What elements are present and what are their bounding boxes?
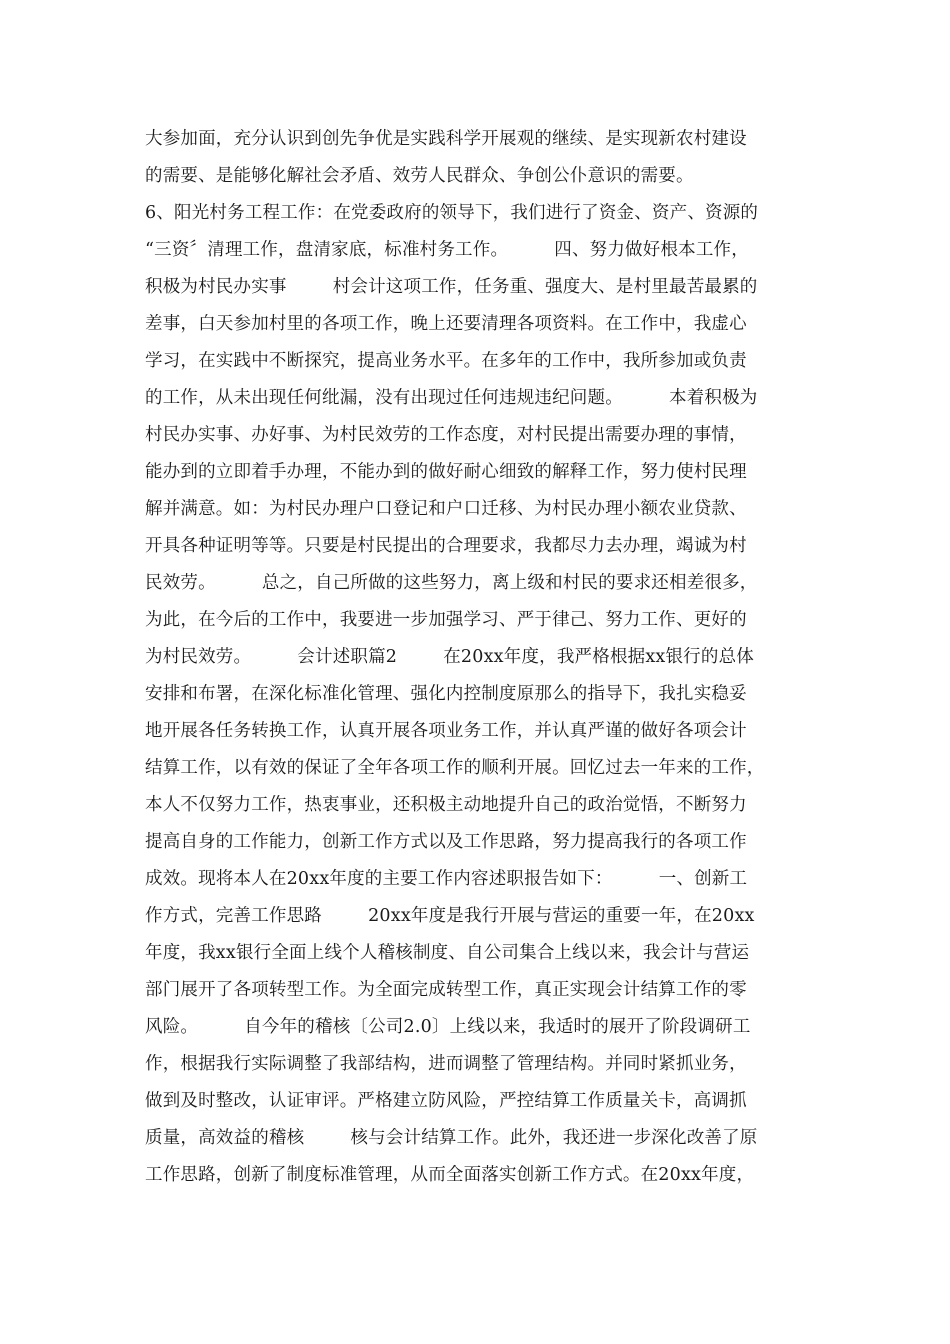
text-line: “三资〞清理工作，盘清家底，标准村务工作。 四、努力做好根本工作， xyxy=(145,240,749,260)
text-line: 大参加面，充分认识到创先争优是实践科学开展观的继续、是实现新农村建设 xyxy=(145,129,747,149)
text-line: 积极为村民办实事 村会计这项工作，任务重、强度大、是村里最苦最累的 xyxy=(145,277,758,297)
text-line: 成效。现将本人在20xx年度的主要工作内容述职报告如下： 一、创新工 xyxy=(145,869,748,889)
text-line: 做到及时整改，认证审评。严格建立防风险，严控结算工作质量关卡，高调抓 xyxy=(145,1091,747,1111)
text-line: 本人不仅努力工作，热衷事业，还积极主动地提升自己的政治觉悟，不断努力 xyxy=(145,795,747,815)
text-line: 的需要、是能够化解社会矛盾、效劳人民群众、争创公仆意识的需要。 xyxy=(145,166,694,186)
text-line: 提高自身的工作能力，创新工作方式以及工作思路，努力提高我行的各项工作 xyxy=(145,832,747,852)
text-line: 安排和布署，在深化标准化管理、强化内控制度原那么的指导下，我扎实稳妥 xyxy=(145,684,747,704)
text-line: 年度，我xx银行全面上线个人稽核制度、自公司集合上线以来，我会计与营运 xyxy=(145,943,750,963)
text-line: 部门展开了各项转型工作。为全面完成转型工作，真正实现会计结算工作的零 xyxy=(145,980,747,1000)
text-line: 学习，在实践中不断探究，提高业务水平。在多年的工作中，我所参加或负责 xyxy=(145,351,747,371)
text-line: 村民办实事、办好事、为村民效劳的工作态度，对村民提出需要办理的事情， xyxy=(145,425,747,445)
text-line: 作方式，完善工作思路 20xx年度是我行开展与营运的重要一年，在20xx xyxy=(145,906,755,926)
text-line: 能办到的立即着手办理，不能办到的做好耐心细致的解释工作，努力使村民理 xyxy=(145,462,747,482)
text-line: 结算工作，以有效的保证了全年各项工作的顺利开展。回忆过去一年来的工作， xyxy=(145,758,765,778)
text-line: 解并满意。如：为村民办理户口登记和户口迁移、为村民办理小额农业贷款、 xyxy=(145,499,747,519)
text-line: 地开展各任务转换工作，认真开展各项业务工作，并认真严谨的做好各项会计 xyxy=(145,721,747,741)
text-line: 工作思路，创新了制度标准管理，从而全面落实创新工作方式。在20xx年度， xyxy=(145,1165,755,1185)
text-line: 的工作，从未出现任何纰漏，没有出现过任何违规违纪问题。 本着积极为 xyxy=(145,388,758,408)
text-line: 作，根据我行实际调整了我部结构，进而调整了管理结构。并同时紧抓业务， xyxy=(145,1054,747,1074)
text-line: 6、阳光村务工程工作：在党委政府的领导下，我们进行了资金、资产、资源的 xyxy=(145,203,759,223)
text-line: 质量，高效益的稽核 核与会计结算工作。此外，我还进一步深化改善了原 xyxy=(145,1128,758,1148)
text-line: 差事，白天参加村里的各项工作，晚上还要清理各项资料。在工作中，我虚心 xyxy=(145,314,747,334)
body-text xyxy=(145,121,805,1194)
text-line: 开具各种证明等等。只要是村民提出的合理要求，我都尽力去办理，竭诚为村 xyxy=(145,536,747,556)
text-line: 为村民效劳。 会计述职篇2 在20xx年度，我严格根据xx银行的总体 xyxy=(145,647,754,667)
text-line: 风险。 自今年的稽核〔公司2.0〕上线以来，我适时的展开了阶段调研工 xyxy=(145,1017,751,1037)
text-line: 为此，在今后的工作中，我要进一步加强学习、严于律己、努力工作、更好的 xyxy=(145,610,747,630)
text-line: 民效劳。 总之，自己所做的这些努力，离上级和村民的要求还相差很多， xyxy=(145,573,758,593)
